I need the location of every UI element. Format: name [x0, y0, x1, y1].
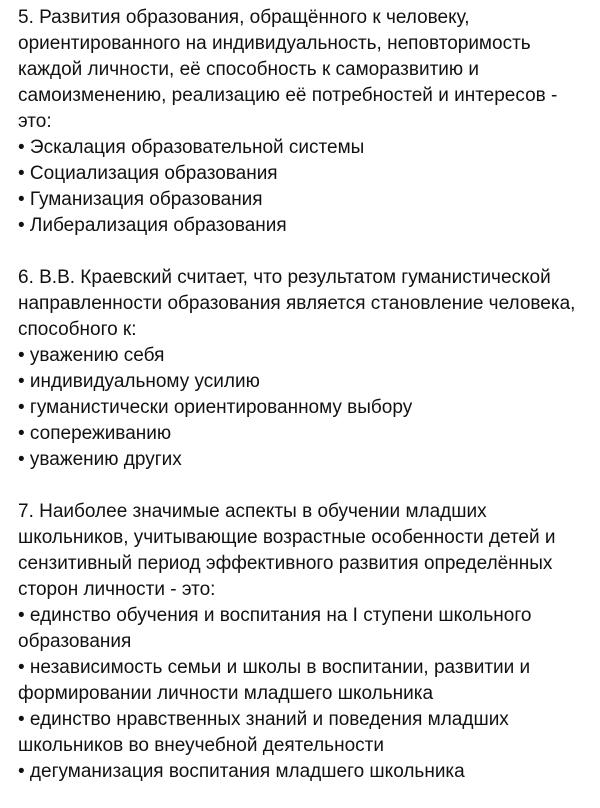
answer-option: • единство обучения и воспитания на I ступени школьного образования [18, 605, 532, 652]
answer-option: • уважению себя [18, 345, 165, 366]
answer-option: • гуманистически ориентированному выбору [18, 397, 413, 418]
question-text: 7. Наиболее значимые аспекты в обучении младших школьников, учитывающие возрастные особенности детей и сензитивный период эффективного развития определённых сторон личности - это: [18, 501, 556, 600]
answer-option: • уважению других [18, 449, 182, 470]
answer-option: • сопереживанию [18, 423, 172, 444]
answer-option: • дегуманизация воспитания младшего школьника [18, 761, 465, 782]
question-7 [18, 499, 592, 785]
answer-option: • независимость семьи и школы в воспитании, развитии и формировании личности младшего школьника [18, 657, 531, 704]
answer-option: • Эскалация образовательной системы [18, 137, 365, 158]
answer-option: • индивидуальному усилию [18, 371, 260, 392]
question-5 [18, 5, 592, 239]
answer-option: • Гуманизация образования [18, 189, 263, 210]
answer-option: • Социализация образования [18, 163, 278, 184]
answer-option: • Либерализация образования [18, 215, 287, 236]
question-6 [18, 265, 592, 473]
quiz-document [18, 5, 592, 785]
question-text: 6. В.В. Краевский считает, что результатом гуманистической направленности образования является становление человека, способного к: [18, 267, 576, 340]
question-text: 5. Развития образования, обращённого к человеку, ориентированного на индивидуальность, неповторимость каждой личности, её способность к саморазвитию и самоизменению, реализацию её потребностей и интересов - это: [18, 7, 558, 132]
answer-option: • единство нравственных знаний и поведения младших школьников во внеучебной деятельности [18, 709, 509, 756]
